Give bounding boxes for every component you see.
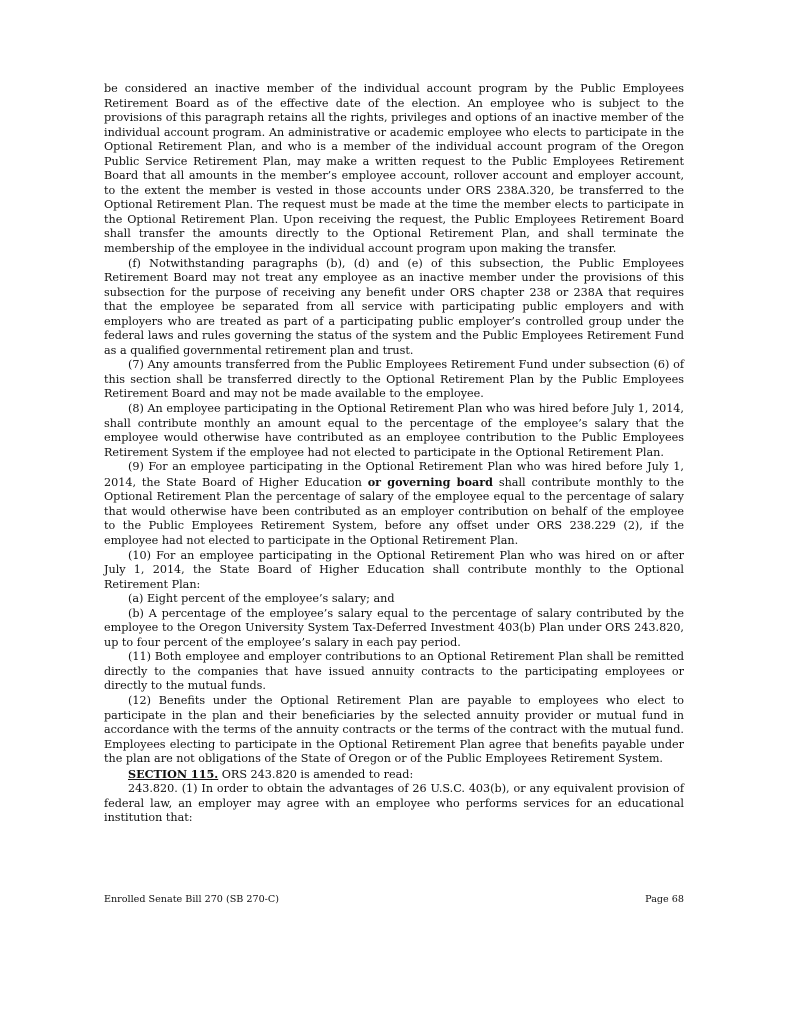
section-heading-text: ORS 243.820 is amended to read: — [218, 767, 414, 781]
paragraph-9-text-a: (9) For an employee participating in the Optional Retirement Plan who was hired before July 1, 2014, the State Board of Higher Education — [104, 460, 684, 489]
paragraph-9 — [104, 460, 684, 548]
paragraph-10: (10) For an employee participating in the Optional Retirement Plan who was hired on or after July 1, 2014, the State Board of Higher Education shall contribute monthly to the Optional Retirement Plan: — [104, 548, 684, 591]
document-body — [104, 82, 684, 826]
paragraph-continuation: be considered an inactive member of the individual account program by the Public Employees Retirement Board as of the effective date of the election. An employee who is subject to the provisions of this paragraph retains all the rights, privileges and options of an inactive member of the individual account program. An administrative or academic employee who elects to participate in the Optional Retirement Plan, and who is a member of the individual account program of the Oregon Public Service Retirement Plan, may make a written request to the Public Employees Retirement Board that all amounts in the member’s employee account, rollover account and employer account, to the extent the member is vested in those accounts under ORS 238A.320, be transferred to the Optional Retirement Plan. The request must be made at the time the member elects to participate in the Optional Retirement Plan. Upon receiving the request, the Public Employees Retirement Board shall transfer the amounts directly to the Optional Retirement Plan, and shall terminate the membership of the employee in the individual account program upon making the transfer. — [104, 82, 684, 256]
paragraph-9-text-b: shall contribute monthly to the Optional Retirement Plan the percentage of salary of the employee equal to the percentage of salary that would otherwise have been contributed as an employer contribution on behalf of the employee to the Public Employees Retirement System, before any offset under ORS 238.229 (2), if the employee had not elected to participate in the Optional Retirement Plan. — [104, 475, 684, 547]
section-heading — [104, 767, 684, 783]
paragraph-8: (8) An employee participating in the Optional Retirement Plan who was hired before July 1, 2014, shall contribute monthly an amount equal to the percentage of the employee’s salary that the employee would otherwise have contributed as an employee contribution to the Public Employees Retirement System if the employee had not elected to participate in the Optional Retirement Plan. — [104, 402, 684, 459]
paragraph-11: (11) Both employee and employer contributions to an Optional Retirement Plan shall be remitted directly to the companies that have issued annuity contracts to the participating employees or directly to the mutual funds. — [104, 650, 684, 693]
paragraph-12: (12) Benefits under the Optional Retirement Plan are payable to employees who elect to participate in the plan and their beneficiaries by the selected annuity provider or mutual fund in accordance with the terms of the annuity contracts or the terms of the contract with the mutual fund. Employees electing to participate in the Optional Retirement Plan agree that benefits payable under the plan are not obligations of the State of Oregon or of the Public Employees Retirement System. — [104, 693, 684, 766]
section-number: SECTION 115. — [128, 766, 219, 781]
footer-page-number: Page 68 — [645, 894, 684, 905]
paragraph-10b: (b) A percentage of the employee’s salary equal to the percentage of salary contributed by the employee to the Oregon University System Tax-Deferred Investment 403(b) Plan under ORS 243.820, up to four percent of the employee’s salary in each pay period. — [104, 606, 684, 649]
paragraph-10a: (a) Eight percent of the employee’s salary; and — [128, 592, 395, 606]
paragraph-6f: (f) Notwithstanding paragraphs (b), (d) and (e) of this subsection, the Public Employees Retirement Board may not treat any employee as an inactive member under the provisions of this subsection for the purpose of receiving any benefit under ORS chapter 238 or 238A that requires that the employee be separated from all service with participating public employers and with employers who are treated as part of a participating public employer’s controlled group under the federal laws and rules governing the status of the system and the Public Employees Retirement Fund as a qualified governmental retirement plan and trust. — [104, 256, 684, 357]
paragraph-7: (7) Any amounts transferred from the Public Employees Retirement Fund under subsection (6) of this section shall be transferred directly to the Optional Retirement Plan by the Public Employees Retirement Board and may not be made available to the employee. — [104, 358, 684, 401]
amendment-bold-text: or governing board — [367, 474, 493, 489]
statute-text: 243.820. (1) In order to obtain the advantages of 26 U.S.C. 403(b), or any equivalent provision of federal law, an employer may agree with an employee who performs services for an educational institution that: — [104, 782, 684, 825]
footer-bill-title: Enrolled Senate Bill 270 (SB 270-C) — [104, 894, 279, 905]
